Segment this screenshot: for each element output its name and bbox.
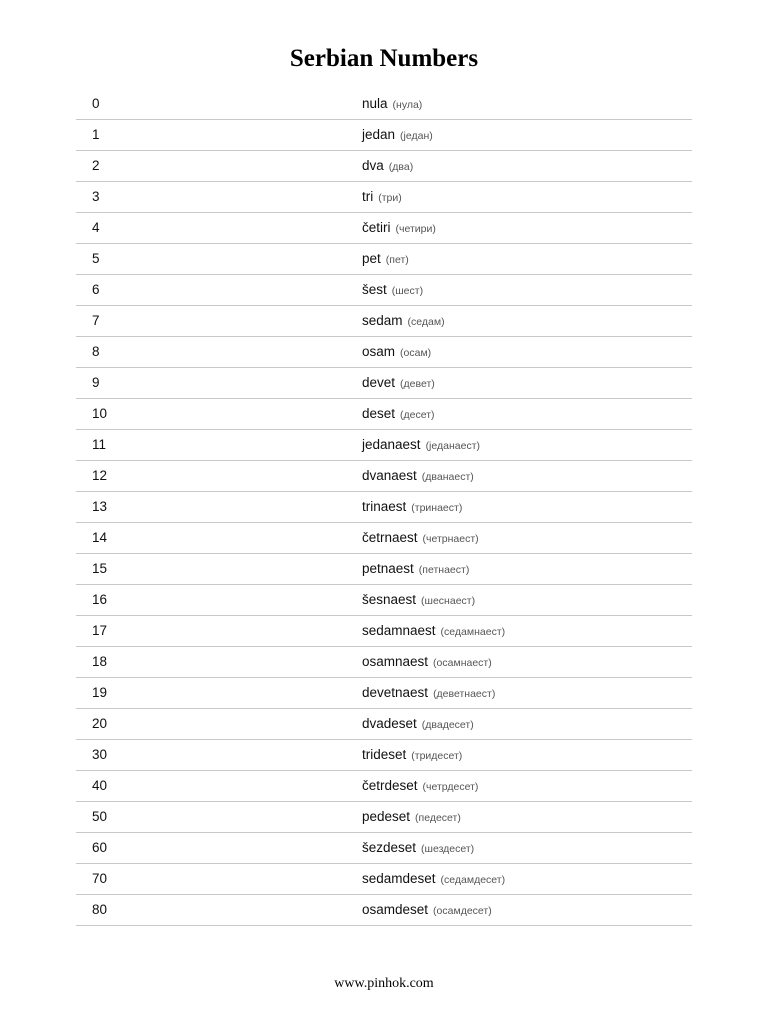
cyrillic-word: (четрдесет) [422,781,479,793]
word-cell [362,375,435,392]
latin-word: osamdeset [362,902,429,917]
cyrillic-word: (осамнаест) [433,657,492,669]
latin-word: osam [362,344,396,359]
table-row [76,802,692,833]
word-cell [362,809,461,826]
number-cell: 5 [92,251,100,266]
word-cell [362,561,469,578]
number-cell: 6 [92,282,100,297]
word-cell [362,127,433,144]
latin-word: devetnaest [362,685,429,700]
table-row [76,678,692,709]
latin-word: jedan [362,127,396,142]
word-cell [362,716,474,733]
number-cell: 7 [92,313,100,328]
word-cell [362,406,435,423]
cyrillic-word: (дванаест) [421,471,474,483]
word-cell [362,251,409,268]
word-cell [362,468,474,485]
number-cell: 20 [92,716,108,731]
word-cell [362,778,478,795]
latin-word: pedeset [362,809,411,824]
latin-word: petnaest [362,561,414,576]
cyrillic-word: (осам) [400,347,432,359]
number-cell: 19 [92,685,108,700]
table-row [76,399,692,430]
table-row [76,585,692,616]
latin-word: sedamnaest [362,623,436,638]
cyrillic-word: (седамдесет) [440,874,506,886]
table-row [76,244,692,275]
table-row [76,616,692,647]
latin-word: sedam [362,313,403,328]
number-cell: 50 [92,809,108,824]
number-cell: 12 [92,468,108,483]
number-cell: 17 [92,623,108,638]
latin-word: pet [362,251,381,266]
table-row [76,120,692,151]
cyrillic-word: (тринаест) [411,502,463,514]
latin-word: nula [362,96,388,111]
table-row [76,833,692,864]
cyrillic-word: (десет) [400,409,435,421]
table-row [76,461,692,492]
number-cell: 80 [92,902,108,917]
word-cell [362,499,462,516]
cyrillic-word: (шездесет) [421,843,475,855]
word-cell [362,592,475,609]
latin-word: jedanaest [362,437,421,452]
word-cell [362,530,479,547]
number-cell: 3 [92,189,100,204]
cyrillic-word: (петнаест) [418,564,470,576]
cyrillic-word: (деветнаест) [433,688,496,700]
table-row [76,864,692,895]
cyrillic-word: (двадесет) [421,719,474,731]
number-cell: 4 [92,220,100,235]
word-cell [362,623,505,640]
number-cell: 0 [92,96,100,111]
latin-word: četrdeset [362,778,418,793]
cyrillic-word: (четрнаест) [422,533,479,545]
cyrillic-word: (један) [400,130,433,142]
cyrillic-word: (осамдесет) [433,905,492,917]
word-cell [362,282,423,299]
cyrillic-word: (седамнаест) [440,626,506,638]
word-cell [362,344,431,361]
table-row [76,492,692,523]
number-cell: 70 [92,871,108,886]
latin-word: sedamdeset [362,871,436,886]
word-cell [362,189,402,206]
latin-word: deset [362,406,396,421]
latin-word: šest [362,282,387,297]
latin-word: dvanaest [362,468,417,483]
table-row [76,275,692,306]
number-cell: 60 [92,840,108,855]
table-row [76,647,692,678]
latin-word: šezdeset [362,840,417,855]
cyrillic-word: (шест) [391,285,424,297]
word-cell [362,902,492,919]
cyrillic-word: (седам) [407,316,445,328]
page-title: Serbian Numbers [289,45,479,72]
number-cell: 8 [92,344,100,359]
latin-word: devet [362,375,396,390]
latin-word: četrnaest [362,530,418,545]
table-row [76,337,692,368]
number-cell: 18 [92,654,108,669]
latin-word: četiri [362,220,391,235]
number-cell: 1 [92,127,100,142]
word-cell [362,158,413,175]
word-cell [362,871,505,888]
table-row [76,306,692,337]
latin-word: šesnaest [362,592,417,607]
number-cell: 16 [92,592,108,607]
footer-url[interactable]: www.pinhok.com [334,976,434,991]
table-row [76,554,692,585]
cyrillic-word: (једанаест) [425,440,481,452]
word-cell [362,840,474,857]
cyrillic-word: (пет) [385,254,409,266]
table-row [76,182,692,213]
table-row [76,151,692,182]
word-cell [362,220,436,237]
word-cell [362,685,495,702]
cyrillic-word: (два) [388,161,414,173]
word-cell [362,747,462,764]
number-cell: 13 [92,499,108,514]
word-cell [362,654,492,671]
latin-word: dva [362,158,384,173]
word-cell [362,437,480,454]
cyrillic-word: (три) [378,192,402,204]
table-row [76,740,692,771]
table-row [76,213,692,244]
latin-word: trideset [362,747,407,762]
cyrillic-word: (девет) [400,378,435,390]
cyrillic-word: (нула) [392,99,423,111]
table-row [76,709,692,740]
number-cell: 15 [92,561,108,576]
number-cell: 14 [92,530,108,545]
number-cell: 2 [92,158,100,173]
number-cell: 40 [92,778,108,793]
cyrillic-word: (шеснаест) [421,595,476,607]
number-cell: 10 [92,406,108,421]
table-row [76,89,692,120]
number-cell: 9 [92,375,100,390]
cyrillic-word: (тридесет) [411,750,463,762]
word-cell [362,96,422,113]
table-row [76,523,692,554]
latin-word: osamnaest [362,654,429,669]
table-row [76,430,692,461]
latin-word: trinaest [362,499,407,514]
word-cell [362,313,445,330]
cyrillic-word: (четири) [395,223,436,235]
latin-word: dvadeset [362,716,417,731]
number-cell: 30 [92,747,108,762]
table-row [76,368,692,399]
table-row [76,771,692,802]
numbers-table [76,89,692,926]
cyrillic-word: (педесет) [415,812,461,824]
latin-word: tri [362,189,374,204]
number-cell: 11 [92,437,107,452]
table-row [76,895,692,926]
